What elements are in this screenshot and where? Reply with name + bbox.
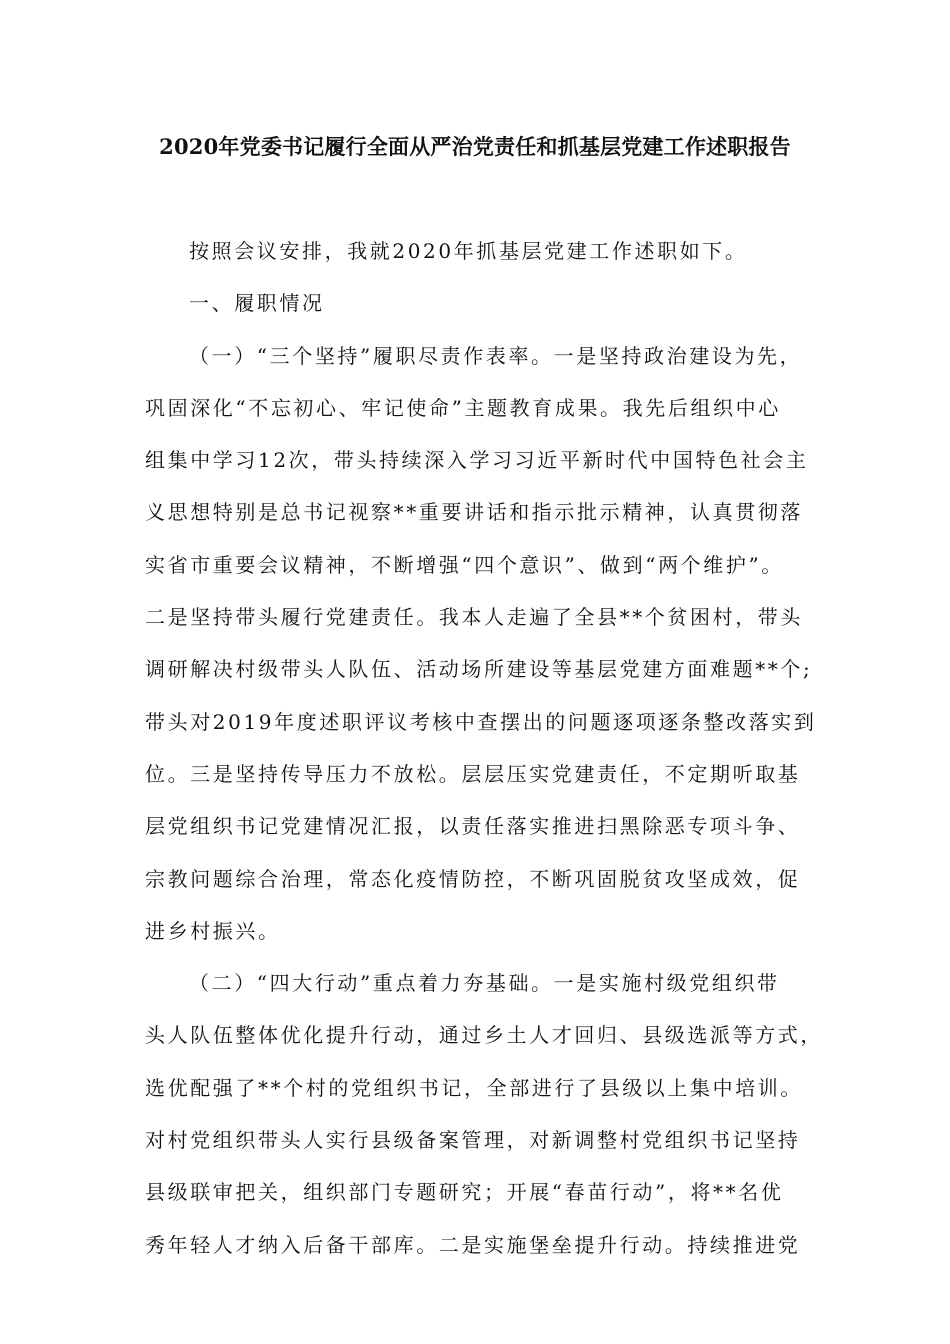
body-line: （二）“四大行动”重点着力夯基础。一是实施村级党组织带 <box>189 971 780 996</box>
body-line: 实省市重要会议精神，不断增强“四个意识”、做到“两个维护”。 <box>145 552 784 577</box>
body-line: 按照会议安排，我就2020年抓基层党建工作述职如下。 <box>189 239 748 263</box>
body-line: 带头对2019年度述职评议考核中查摆出的问题逐项逐条整改落实到 <box>145 709 817 734</box>
body-line: 义思想特别是总书记视察**重要讲话和指示批示精神，认真贯彻落 <box>145 500 803 525</box>
body-line: 位。三是坚持传导压力不放松。层层压实党建责任，不定期听取基 <box>145 761 801 786</box>
body-line: 对村党组织带头人实行县级备案管理，对新调整村党组织书记坚持 <box>145 1128 801 1153</box>
body-line: （一）“三个坚持”履职尽责作表率。一是坚持政治建设为先， <box>189 343 803 368</box>
body-line: 选优配强了**个村的党组织书记，全部进行了县级以上集中培训。 <box>145 1075 803 1100</box>
body-line: 调研解决村级带头人队伍、活动场所建设等基层党建方面难题**个; <box>145 657 813 682</box>
document-body <box>145 231 823 1277</box>
body-line: 巩固深化“不忘初心、牢记使命”主题教育成果。我先后组织中心 <box>145 395 781 420</box>
document-title: 2020年党委书记履行全面从严治党责任和抓基层党建工作述职报告 <box>159 134 791 159</box>
body-line: 一、履职情况 <box>189 291 325 316</box>
body-line: 组集中学习12次，带头持续深入学习习近平新时代中国特色社会主 <box>145 448 809 473</box>
body-line: 层党组织书记党建情况汇报，以责任落实推进扫黑除恶专项斗争、 <box>145 814 801 839</box>
body-line: 进乡村振兴。 <box>145 918 281 943</box>
body-line: 宗教问题综合治理，常态化疫情防控，不断巩固脱贫攻坚成效，促 <box>145 866 801 891</box>
body-line: 县级联审把关，组织部门专题研究；开展“春苗行动”，将**名优 <box>145 1180 784 1205</box>
body-line: 二是坚持带头履行党建责任。我本人走遍了全县**个贫困村，带头 <box>145 605 803 630</box>
body-line: 秀年轻人才纳入后备干部库。二是实施堡垒提升行动。持续推进党 <box>145 1232 801 1257</box>
body-line: 头人队伍整体优化提升行动，通过乡土人才回归、县级选派等方式， <box>145 1023 823 1048</box>
